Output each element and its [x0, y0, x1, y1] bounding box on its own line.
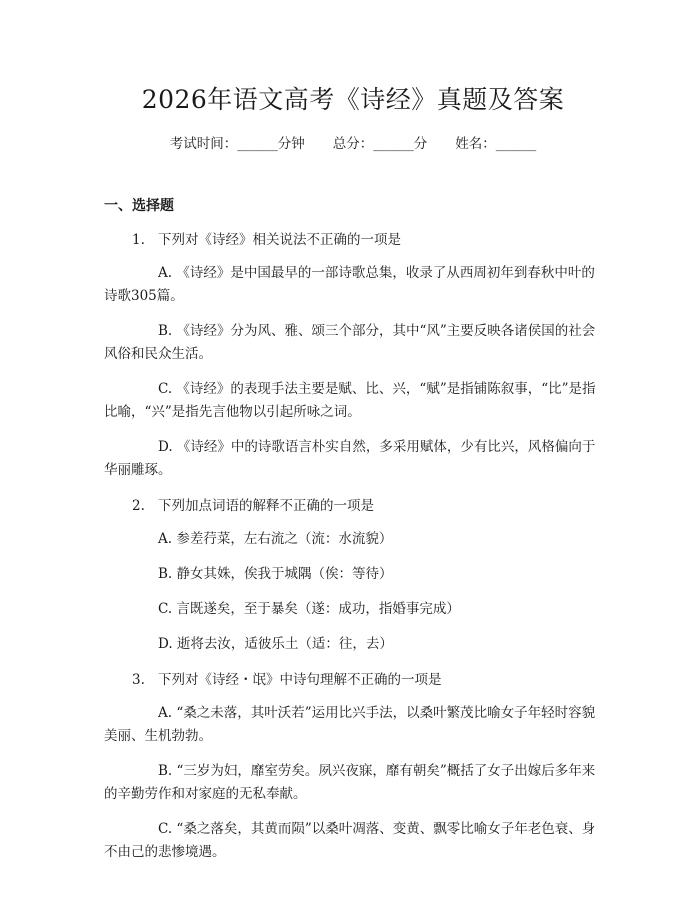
question-3-option-c: C. “桑之落矣，其黄而陨”以桑叶凋落、变黄、飘零比喻女子年老色衰、身不由己的悲惨境遇。: [104, 821, 596, 860]
question-stem: 下列对《诗经》相关说法不正确的一项是: [158, 232, 401, 248]
question-2: [104, 496, 602, 516]
section-heading: 一、选择题: [104, 198, 174, 214]
exam-meta: [104, 134, 602, 154]
question-3-option-a: A. “桑之未落，其叶沃若”运用比兴手法，以桑叶繁茂比喻女子年轻时容貌美丽、生机勃勃。: [104, 705, 596, 744]
question-3: [104, 670, 602, 690]
question-number: 1.: [132, 232, 145, 248]
question-2-option-a: A. 参差荇菜，左右流之（流：水流貌）: [158, 531, 393, 547]
question-2-option-c: C. 言既遂矣，至于暴矣（遂：成功，指婚事完成）: [158, 601, 460, 617]
question-2-option-d: D. 逝将去汝，适彼乐土（适：往，去）: [158, 636, 393, 652]
exam-time-label: 考试时间：______分钟: [169, 136, 305, 152]
question-1: [104, 230, 602, 250]
question-2-option-b: B. 静女其姝，俟我于城隅（俟：等待）: [158, 566, 393, 582]
question-number: 2.: [132, 498, 145, 514]
student-name-label: 姓名：______: [455, 136, 537, 152]
total-score-label: 总分：______分: [332, 136, 428, 152]
question-number: 3.: [132, 672, 145, 688]
question-1-option-c: C. 《诗经》的表现手法主要是赋、比、兴，“赋”是指铺陈叙事，“比”是指比喻，“兴”是指先言他物以引起所咏之词。: [104, 381, 596, 420]
page-title: 2026年语文高考《诗经》真题及答案: [141, 85, 565, 114]
question-stem: 下列对《诗经・氓》中诗句理解不正确的一项是: [158, 672, 442, 688]
question-1-option-d: D. 《诗经》中的诗歌语言朴实自然，多采用赋体，少有比兴，风格偏向于华丽雕琢。: [104, 439, 596, 478]
question-stem: 下列加点词语的解释不正确的一项是: [158, 498, 374, 514]
question-1-option-a: A. 《诗经》是中国最早的一部诗歌总集，收录了从西周初年到春秋中叶的诗歌305篇。: [104, 265, 595, 304]
question-1-option-b: B. 《诗经》分为风、雅、颂三个部分，其中“风”主要反映各诸侯国的社会风俗和民众生活。: [104, 323, 596, 362]
question-3-option-b: B. “三岁为妇，靡室劳矣。夙兴夜寐，靡有朝矣”概括了女子出嫁后多年来的辛勤劳作和对家庭的无私奉献。: [104, 763, 596, 802]
